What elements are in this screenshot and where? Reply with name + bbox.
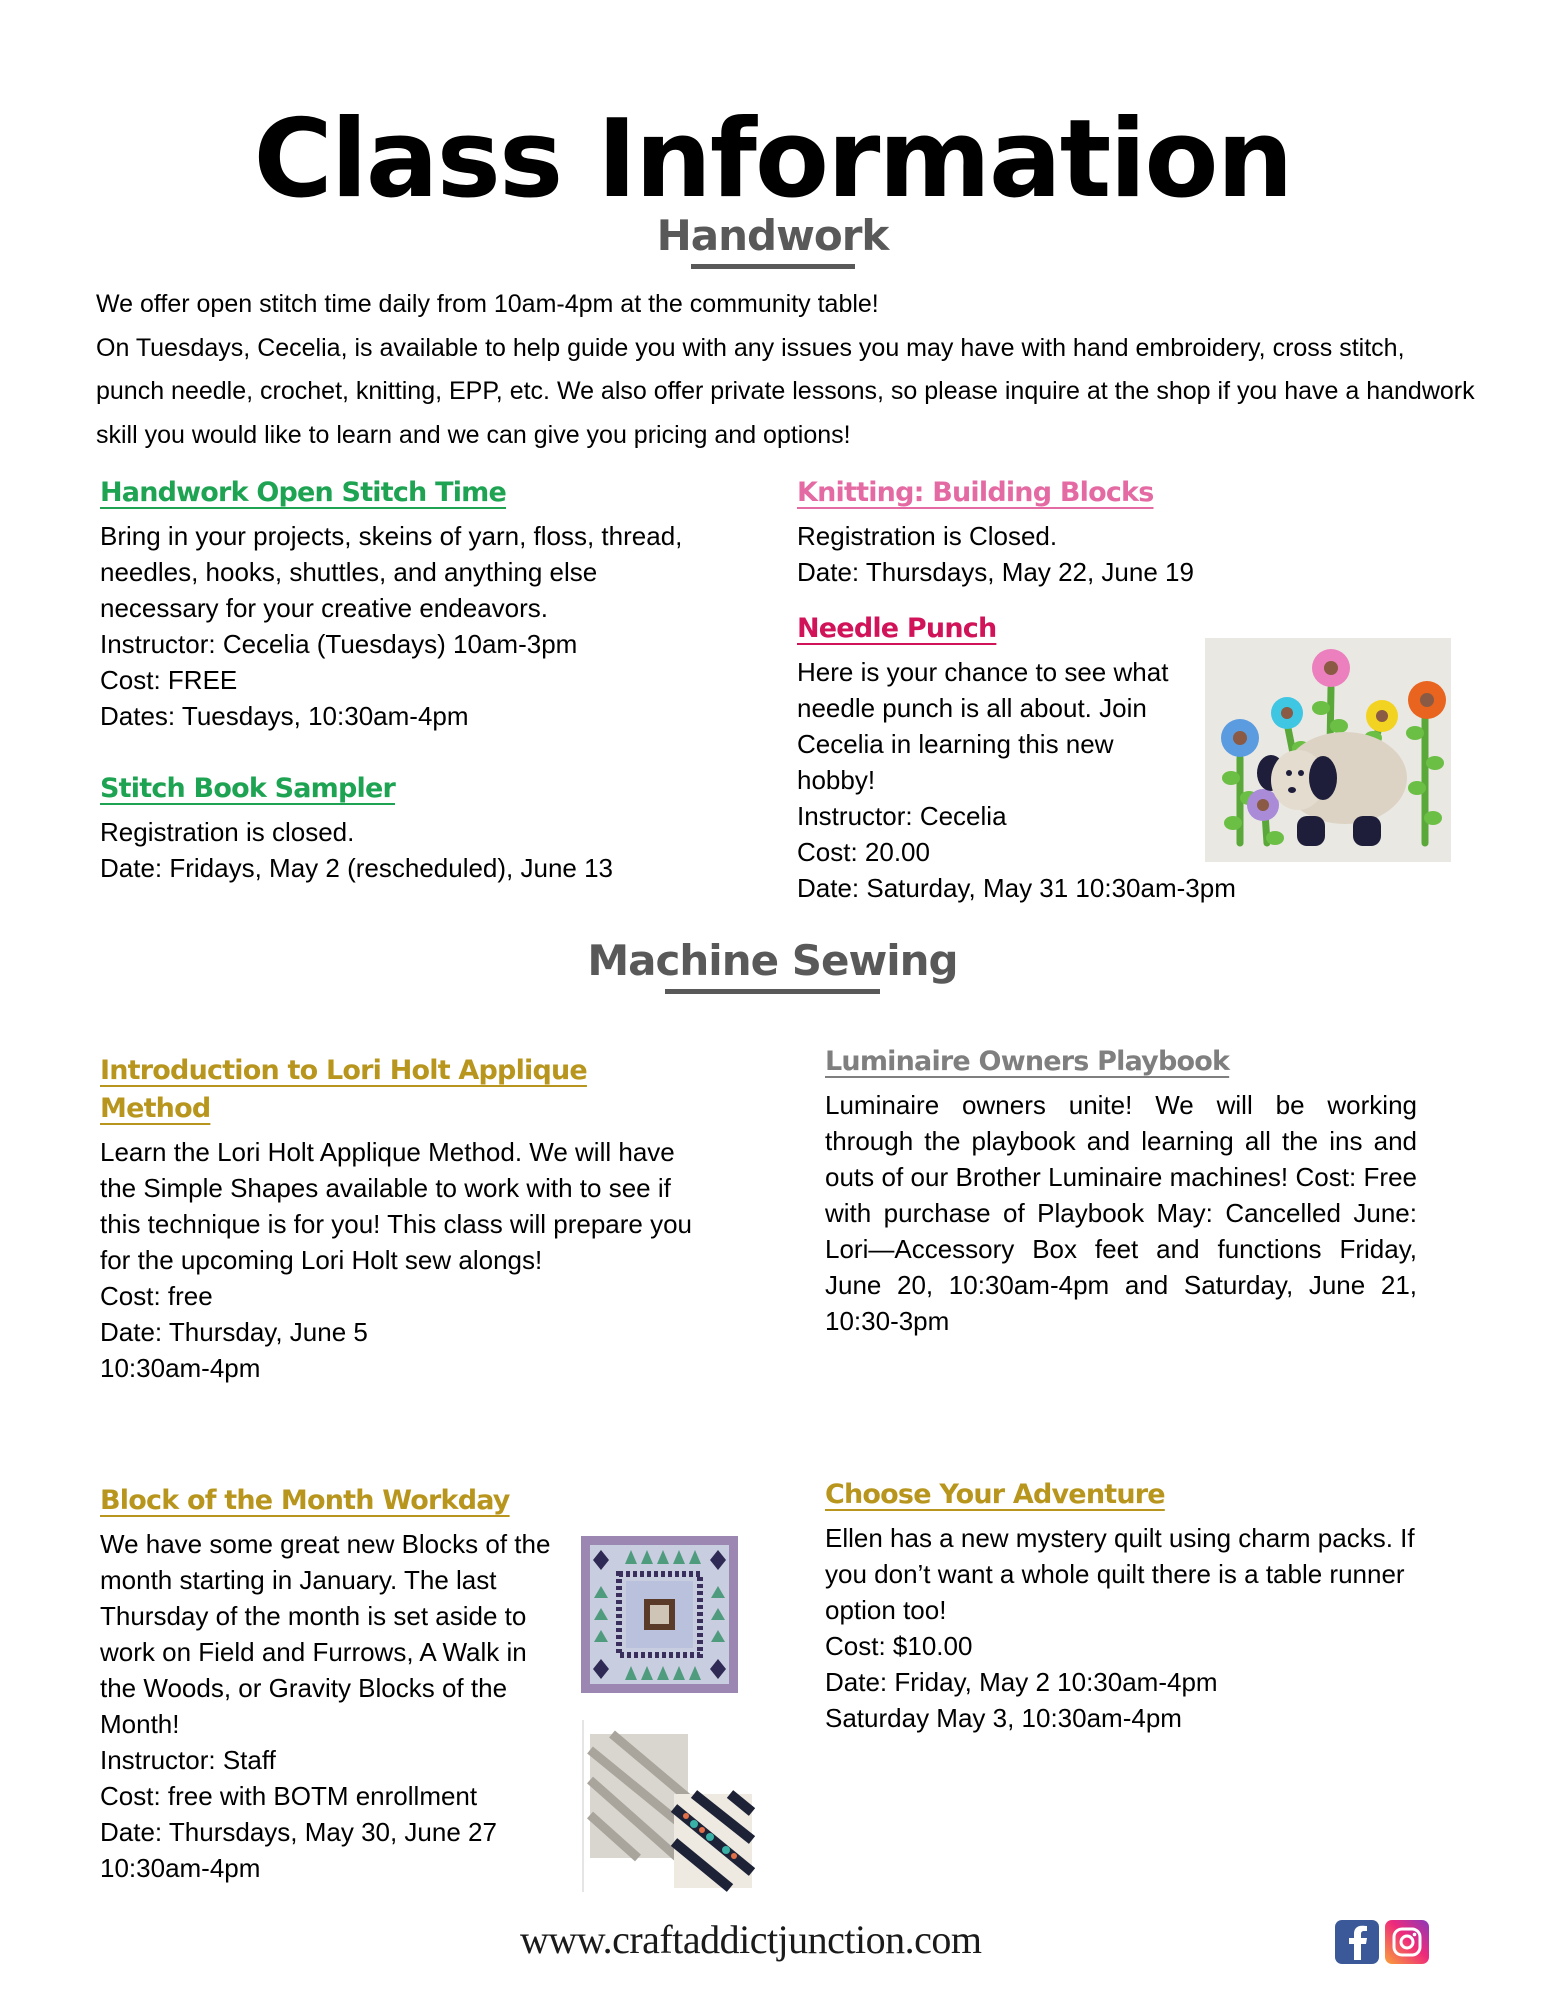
- class-title: Choose Your Adventure: [825, 1479, 1165, 1510]
- heading-underline: [665, 989, 880, 994]
- class-title: Handwork Open Stitch Time: [100, 477, 507, 508]
- heading-underline: [691, 264, 855, 269]
- class-title: Introduction to Lori Holt Applique Method: [100, 1055, 587, 1124]
- class-date-2: Saturday May 3, 10:30am-4pm: [825, 1703, 1182, 1733]
- class-title: Knitting: Building Blocks: [797, 477, 1154, 508]
- class-description: Learn the Lori Holt Applique Method. We will have the Simple Shapes available to work with to see if this technique is for you! This class will prepare you for the upcoming Lori Holt sew alongs!: [100, 1137, 693, 1275]
- class-cost: Cost: free: [100, 1281, 213, 1311]
- class-status: Registration is Closed.: [797, 521, 1058, 551]
- class-cost: Cost: FREE: [100, 665, 238, 695]
- class-cost: Cost: $10.00: [825, 1631, 973, 1661]
- class-description: We have some great new Blocks of the month starting in January. The last Thursday of the month is set aside to work on Field and Furrows, A Walk in the Woods, or Gravity Blocks of the Month!: [100, 1529, 551, 1739]
- class-time: 10:30am-4pm: [100, 1853, 261, 1883]
- section-heading-handwork: [0, 210, 1545, 269]
- medallion-quilt-image: [581, 1536, 738, 1693]
- sheep-flowers-illustration: [1205, 638, 1451, 862]
- instagram-camera-glyph: [1391, 1926, 1423, 1958]
- class-card-open-stitch: [100, 474, 720, 734]
- class-card-knitting: [797, 474, 1437, 590]
- class-date: Date: Thursday, June 5: [100, 1317, 368, 1347]
- website-link[interactable]: www.craftaddictjunction.com: [520, 1917, 982, 1962]
- class-date: Date: Thursdays, May 30, June 27: [100, 1817, 497, 1847]
- class-date: Date: Fridays, May 2 (rescheduled), June 13: [100, 853, 614, 883]
- class-description: Here is your chance to see what needle punch is all about. Join Cecelia in learning this new hobby!: [797, 657, 1169, 795]
- class-card-lori-holt: [100, 1052, 710, 1386]
- class-cost: Cost: 20.00: [797, 837, 930, 867]
- class-description: Bring in your projects, skeins of yarn, floss, thread, needles, hooks, shuttles, and anything else necessary for your creative endeavors.: [100, 521, 683, 623]
- facebook-icon[interactable]: [1335, 1920, 1379, 1964]
- class-card-luminaire: [825, 1043, 1417, 1339]
- wavy-quilts-image: [582, 1720, 755, 1892]
- class-card-stitch-book: [100, 770, 760, 886]
- medallion-quilt-illustration: [581, 1536, 738, 1693]
- class-card-choose-adventure: [825, 1476, 1445, 1736]
- class-instructor: Instructor: Cecelia: [797, 801, 1007, 831]
- needle-punch-image: [1205, 638, 1451, 862]
- class-title: Luminaire Owners Playbook: [825, 1046, 1230, 1077]
- class-title: Stitch Book Sampler: [100, 773, 395, 804]
- class-date: Date: Friday, May 2 10:30am-4pm: [825, 1667, 1218, 1697]
- handwork-intro: [96, 283, 1476, 457]
- intro-line: We offer open stitch time daily from 10am-4pm at the community table!: [96, 290, 879, 318]
- class-cost: Cost: free with BOTM enrollment: [100, 1781, 478, 1811]
- instagram-icon[interactable]: [1385, 1920, 1429, 1964]
- class-status: Registration is closed.: [100, 817, 355, 847]
- wavy-quilts-illustration: [582, 1720, 755, 1892]
- class-date: Date: Thursdays, May 22, June 19: [797, 557, 1194, 587]
- section-heading-text: Handwork: [656, 211, 889, 260]
- facebook-f-glyph: [1344, 1924, 1370, 1960]
- class-title: Needle Punch: [797, 613, 997, 644]
- intro-paragraph: On Tuesdays, Cecelia, is available to help guide you with any issues you may have with hand embroidery, cross stitch, punch needle, crochet, knitting, EPP, etc. We also offer private lessons, so please inquire at the shop if you have a handwork skill you would like to learn and we can give you pricing and options!: [96, 333, 1475, 449]
- class-description: Luminaire owners unite! We will be working through the playbook and learning all the ins and outs of our Brother Luminaire machines! Cost: Free with purchase of Playbook May: Cancelled June: Lori—Accessory Box feet and functions Friday, June 20, 10:30am-4pm and Saturday, June 21, 10:30-3pm: [825, 1090, 1417, 1336]
- class-instructor: Instructor: Cecelia (Tuesdays) 10am-3pm: [100, 629, 578, 659]
- class-time: 10:30am-4pm: [100, 1353, 261, 1383]
- section-heading-text: Machine Sewing: [587, 936, 958, 985]
- class-instructor: Instructor: Staff: [100, 1745, 276, 1775]
- class-date: Dates: Tuesdays, 10:30am-4pm: [100, 701, 469, 731]
- class-description: Ellen has a new mystery quilt using charm packs. If you don’t want a whole quilt there is a table runner option too!: [825, 1523, 1415, 1625]
- section-heading-machine-sewing: [0, 935, 1545, 994]
- class-date: Date: Saturday, May 31 10:30am-3pm: [797, 873, 1236, 903]
- class-card-block-of-month: [100, 1482, 560, 1886]
- class-title: Block of the Month Workday: [100, 1485, 510, 1516]
- page-title: Class Information: [253, 97, 1292, 222]
